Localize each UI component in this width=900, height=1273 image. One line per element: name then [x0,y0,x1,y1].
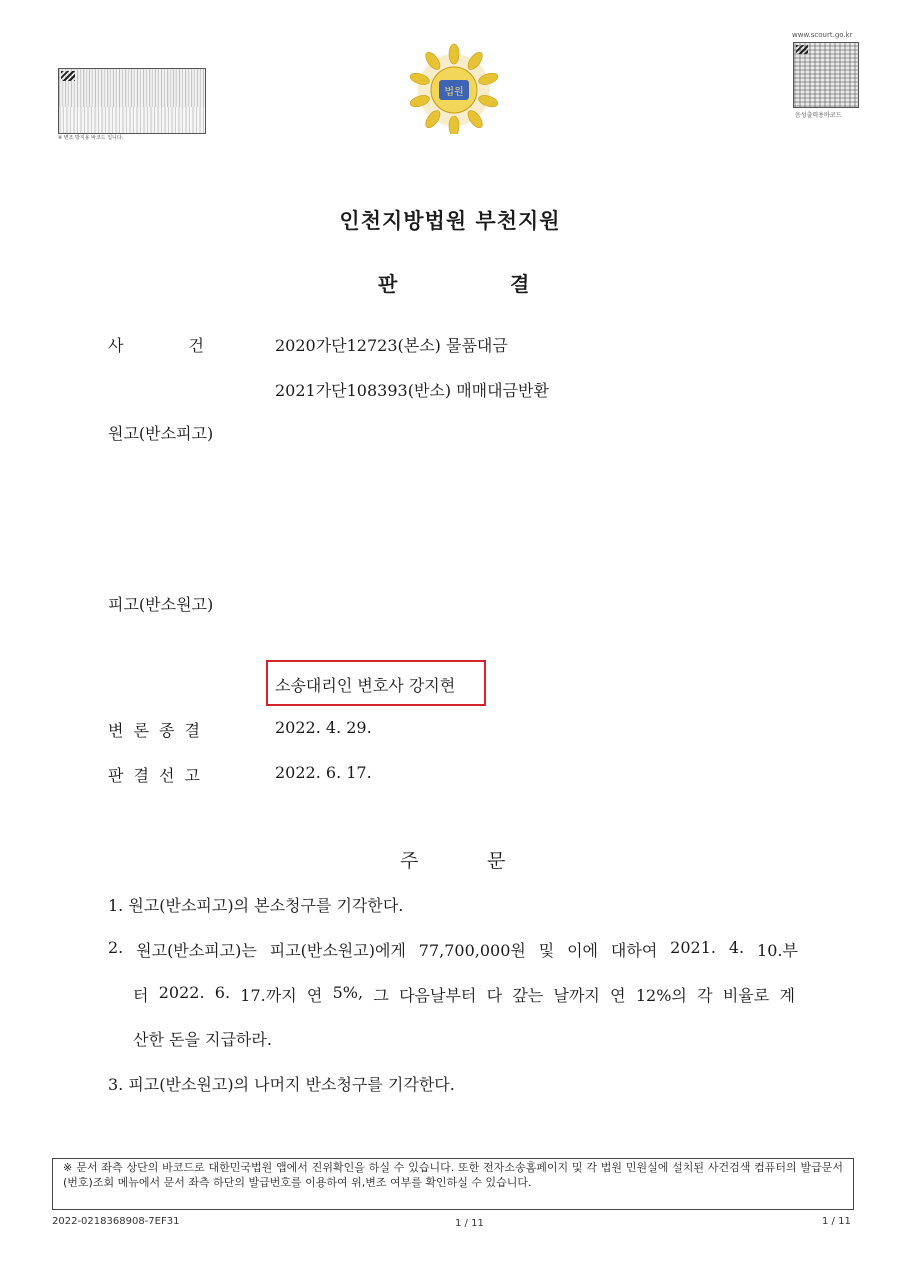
ruling-label: 판 결 선 고 [108,766,200,785]
security-barcode [58,68,206,134]
qr-caption: 음성출력용바코드 [795,112,842,119]
qr-code [793,42,859,108]
verification-notice: ※ 문서 좌측 상단의 바코드로 대한민국법원 앱에서 진위확인을 하실 수 있습니다. 또한 전자소송홈페이지 및 각 법원 민원실에 설치된 사건검색 컴퓨터의 발급문서(번호)조회 메뉴에서 문서 좌측 하단의 발급번호를 이용하여 위,변조 여부를 확인하실 수 있습니다. [52,1158,854,1210]
court-emblem-icon [410,42,498,134]
qr-url: www.scourt.go.kr [792,31,853,39]
order-item-1: 1. 원고(반소피고)의 본소청구를 기각한다. [108,896,404,915]
judgment-title-2: 결 [510,272,530,296]
court-name: 인천지방법원 부천지원 [339,209,561,233]
case-label: 사 건 [108,336,204,355]
counsel: 소송대리인 변호사 강지현 [275,676,456,695]
page-number-center: 1 / 11 [455,1218,484,1229]
issue-number: 2022-0218368908-7EF31 [52,1216,180,1227]
closing-date: 2022. 4. 29. [275,718,372,737]
page-number-right: 1 / 11 [822,1216,851,1227]
order-title-1: 주 [400,850,419,872]
ruling-date: 2022. 6. 17. [275,763,372,782]
order-item-3: 3. 피고(반소원고)의 나머지 반소청구를 기각한다. [108,1075,455,1094]
emblem-text: 법원 [444,87,464,98]
order-title-2: 문 [487,850,506,872]
judgment-title-1: 판 [378,272,398,296]
case-line-2: 2021가단108393(반소) 매매대금반환 [275,381,549,400]
order-item-2-line-1: 2. 원고(반소피고)는 피고(반소원고)에게 77,700,000원 및 이에 대하여 2021. 4. 10.부 [108,938,798,960]
case-line-1: 2020가단12723(본소) 물품대금 [275,336,508,355]
barcode-caption: ※ 변조 방지용 바코드 입니다. [58,135,124,141]
plaintiff-label: 원고(반소피고) [108,424,214,443]
order-item-2-line-3: 산한 돈을 지급하라. [133,1030,272,1049]
closing-label: 변 론 종 결 [108,721,200,740]
defendant-label: 피고(반소원고) [108,595,214,614]
order-item-2-line-2: 터 2022. 6. 17.까지 연 5%, 그 다음날부터 다 갚는 날까지 연 12%의 각 비율로 계 [133,983,795,1005]
